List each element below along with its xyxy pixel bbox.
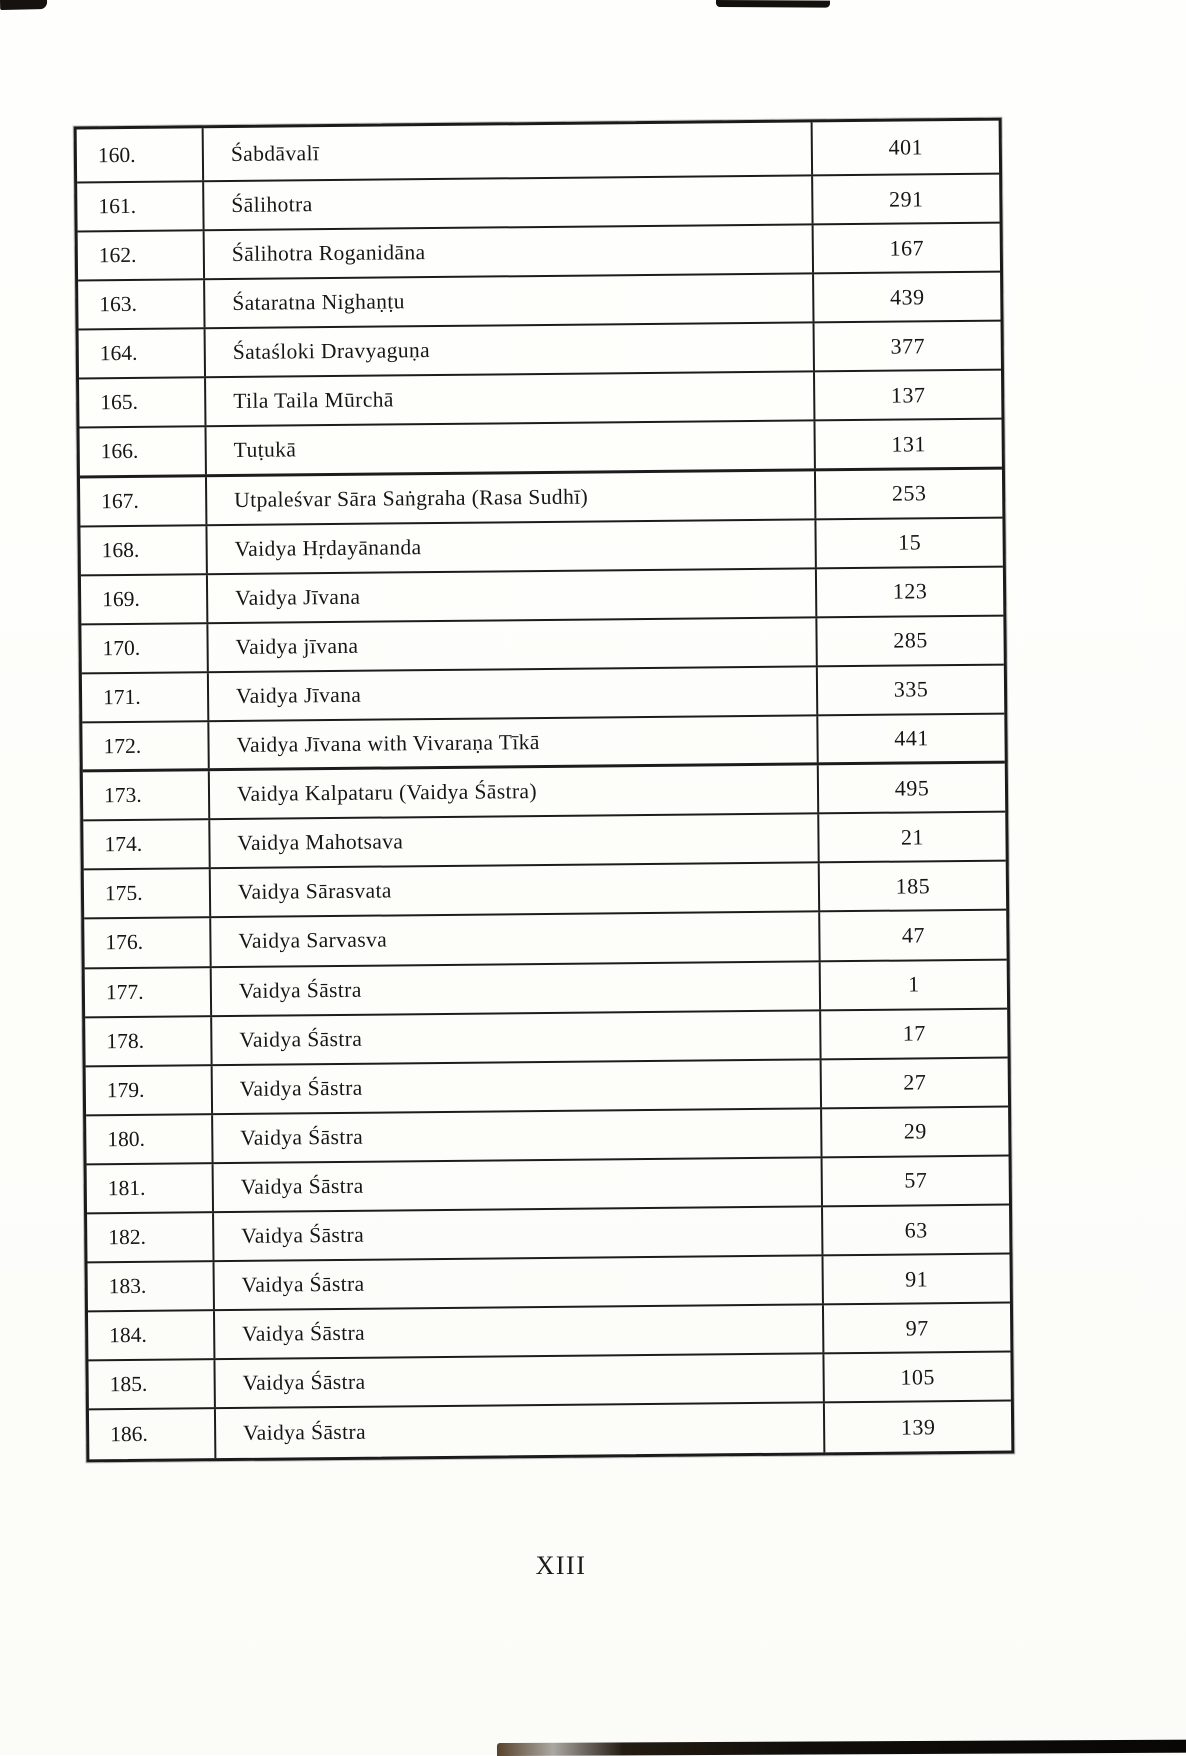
table-row xyxy=(77,121,999,184)
table-row xyxy=(85,1009,1007,1067)
row-page-number: 401 xyxy=(888,134,924,160)
page-number-footer: XIII xyxy=(535,1551,587,1580)
row-page-number: 139 xyxy=(900,1414,936,1440)
row-page-number: 131 xyxy=(891,430,927,457)
row-serial-number: 170. xyxy=(81,624,208,672)
table-row xyxy=(81,616,1003,674)
row-page-number: 495 xyxy=(894,774,930,801)
row-page-number: 17 xyxy=(902,1020,926,1046)
table-row xyxy=(83,813,1005,871)
scan-artifact-bottom-edge xyxy=(497,1740,1186,1756)
row-page-number: 105 xyxy=(900,1364,936,1390)
index-table-body xyxy=(77,121,1012,1460)
table-row xyxy=(78,224,1000,282)
row-serial-number: 180. xyxy=(86,1115,213,1163)
row-title: Vaidya Śāstra xyxy=(215,1256,824,1309)
row-title: Vaidya Jīvana xyxy=(208,569,817,622)
row-title: Vaidya Mahotsava xyxy=(210,815,819,868)
row-serial-number: 178. xyxy=(85,1017,212,1065)
table-row xyxy=(84,862,1006,920)
row-serial-number: 163. xyxy=(78,280,205,328)
row-page-number: 439 xyxy=(889,284,925,310)
row-title: Vaidya Śāstra xyxy=(213,1060,822,1113)
table-row xyxy=(88,1304,1010,1362)
row-serial-number: 174. xyxy=(83,820,210,868)
table-row xyxy=(88,1353,1010,1411)
row-page-number: 291 xyxy=(888,185,924,212)
row-serial-number: 164. xyxy=(79,330,206,378)
row-serial-number: 175. xyxy=(84,870,211,918)
row-title: Vaidya Jīvana with Vivaraṇa Tīkā xyxy=(209,716,818,768)
row-title: Vaidya Śāstra xyxy=(216,1404,825,1459)
table-row xyxy=(82,715,1004,773)
table-row xyxy=(78,273,1000,331)
table-row xyxy=(80,469,1002,527)
row-page-number: 123 xyxy=(892,578,928,604)
table-row xyxy=(88,1255,1010,1313)
row-page-number: 15 xyxy=(898,529,922,555)
table-row xyxy=(79,371,1001,429)
row-page-number: 57 xyxy=(904,1167,928,1193)
table-row xyxy=(81,567,1003,625)
table-row xyxy=(86,1058,1008,1116)
table-row xyxy=(87,1206,1009,1264)
row-title: Vaidya Śāstra xyxy=(212,962,821,1015)
table-row xyxy=(77,175,999,233)
row-title: Śataratna Nighaṇṭu xyxy=(205,275,814,328)
row-serial-number: 177. xyxy=(85,968,212,1016)
row-serial-number: 181. xyxy=(87,1164,214,1212)
row-title: Vaidya Śāstra xyxy=(215,1355,824,1408)
table-row xyxy=(80,420,1002,478)
table-row xyxy=(85,960,1007,1018)
row-page-number: 21 xyxy=(900,824,925,850)
table-row xyxy=(87,1156,1009,1214)
row-page-number: 63 xyxy=(904,1216,928,1243)
row-title: Śālihotra Roganidāna xyxy=(205,225,814,278)
row-title: Vaidya Hṛdayānanda xyxy=(207,520,816,573)
index-table xyxy=(74,118,1015,1463)
row-serial-number: 176. xyxy=(84,919,211,967)
row-serial-number: 179. xyxy=(86,1066,213,1114)
row-title: Śālihotra xyxy=(204,176,813,229)
table-row xyxy=(83,764,1005,822)
row-title: Vaidya Śāstra xyxy=(214,1158,823,1211)
row-serial-number: 186. xyxy=(89,1410,216,1460)
row-page-number: 335 xyxy=(893,676,929,703)
table-row xyxy=(80,518,1002,576)
table-row xyxy=(82,666,1004,724)
row-serial-number: 182. xyxy=(87,1213,214,1261)
row-title: Vaidya Śāstra xyxy=(215,1305,824,1358)
row-page-number: 47 xyxy=(901,922,926,948)
table-row xyxy=(84,911,1006,969)
row-page-number: 167 xyxy=(889,234,925,261)
row-page-number: 253 xyxy=(891,480,927,506)
row-page-number: 377 xyxy=(890,333,926,359)
row-serial-number: 173. xyxy=(83,771,210,819)
scan-artifact-top-left xyxy=(0,0,47,10)
row-title: Vaidya Śāstra xyxy=(212,1011,821,1064)
row-serial-number: 160. xyxy=(77,128,204,181)
row-title: Tuṭukā xyxy=(207,422,816,474)
row-serial-number: 161. xyxy=(77,182,204,230)
table-row xyxy=(89,1402,1011,1460)
row-page-number: 91 xyxy=(905,1265,929,1292)
row-serial-number: 183. xyxy=(88,1262,215,1310)
row-title: Tila Taila Mūrchā xyxy=(206,373,815,426)
row-page-number: 285 xyxy=(893,627,928,654)
row-serial-number: 184. xyxy=(88,1311,215,1359)
row-serial-number: 171. xyxy=(82,673,209,721)
table-row xyxy=(86,1107,1008,1165)
scan-artifact-top-middle xyxy=(716,0,830,8)
row-title: Śataśloki Dravyaguṇa xyxy=(206,324,815,377)
row-title: Vaidya Jīvana xyxy=(209,667,818,720)
row-title: Vaidya Sārasvata xyxy=(211,864,820,917)
row-serial-number: 185. xyxy=(88,1360,215,1408)
row-serial-number: 168. xyxy=(80,526,207,574)
row-title: Utpaleśvar Sāra Saṅgraha (Rasa Sudhī) xyxy=(207,471,816,524)
row-serial-number: 167. xyxy=(80,477,207,525)
row-serial-number: 165. xyxy=(79,379,206,427)
row-serial-number: 162. xyxy=(78,231,205,279)
row-page-number: 27 xyxy=(903,1069,927,1095)
row-page-number: 29 xyxy=(903,1118,927,1144)
row-title: Vaidya Śāstra xyxy=(213,1109,822,1162)
row-title: Vaidya jīvana xyxy=(208,618,817,671)
row-title: Vaidya Kalpataru (Vaidya Śāstra) xyxy=(210,765,819,818)
row-title: Vaidya Sarvasva xyxy=(211,913,820,966)
row-page-number: 137 xyxy=(890,382,926,408)
row-serial-number: 169. xyxy=(81,575,208,623)
row-title: Śabdāvalī xyxy=(204,122,813,180)
row-serial-number: 172. xyxy=(82,722,209,769)
table-row xyxy=(79,322,1001,380)
row-page-number: 185 xyxy=(895,873,931,899)
row-page-number: 441 xyxy=(894,725,929,751)
row-page-number: 97 xyxy=(905,1315,929,1341)
row-title: Vaidya Śāstra xyxy=(214,1207,823,1260)
row-page-number: 1 xyxy=(908,971,920,997)
row-serial-number: 166. xyxy=(80,428,207,475)
